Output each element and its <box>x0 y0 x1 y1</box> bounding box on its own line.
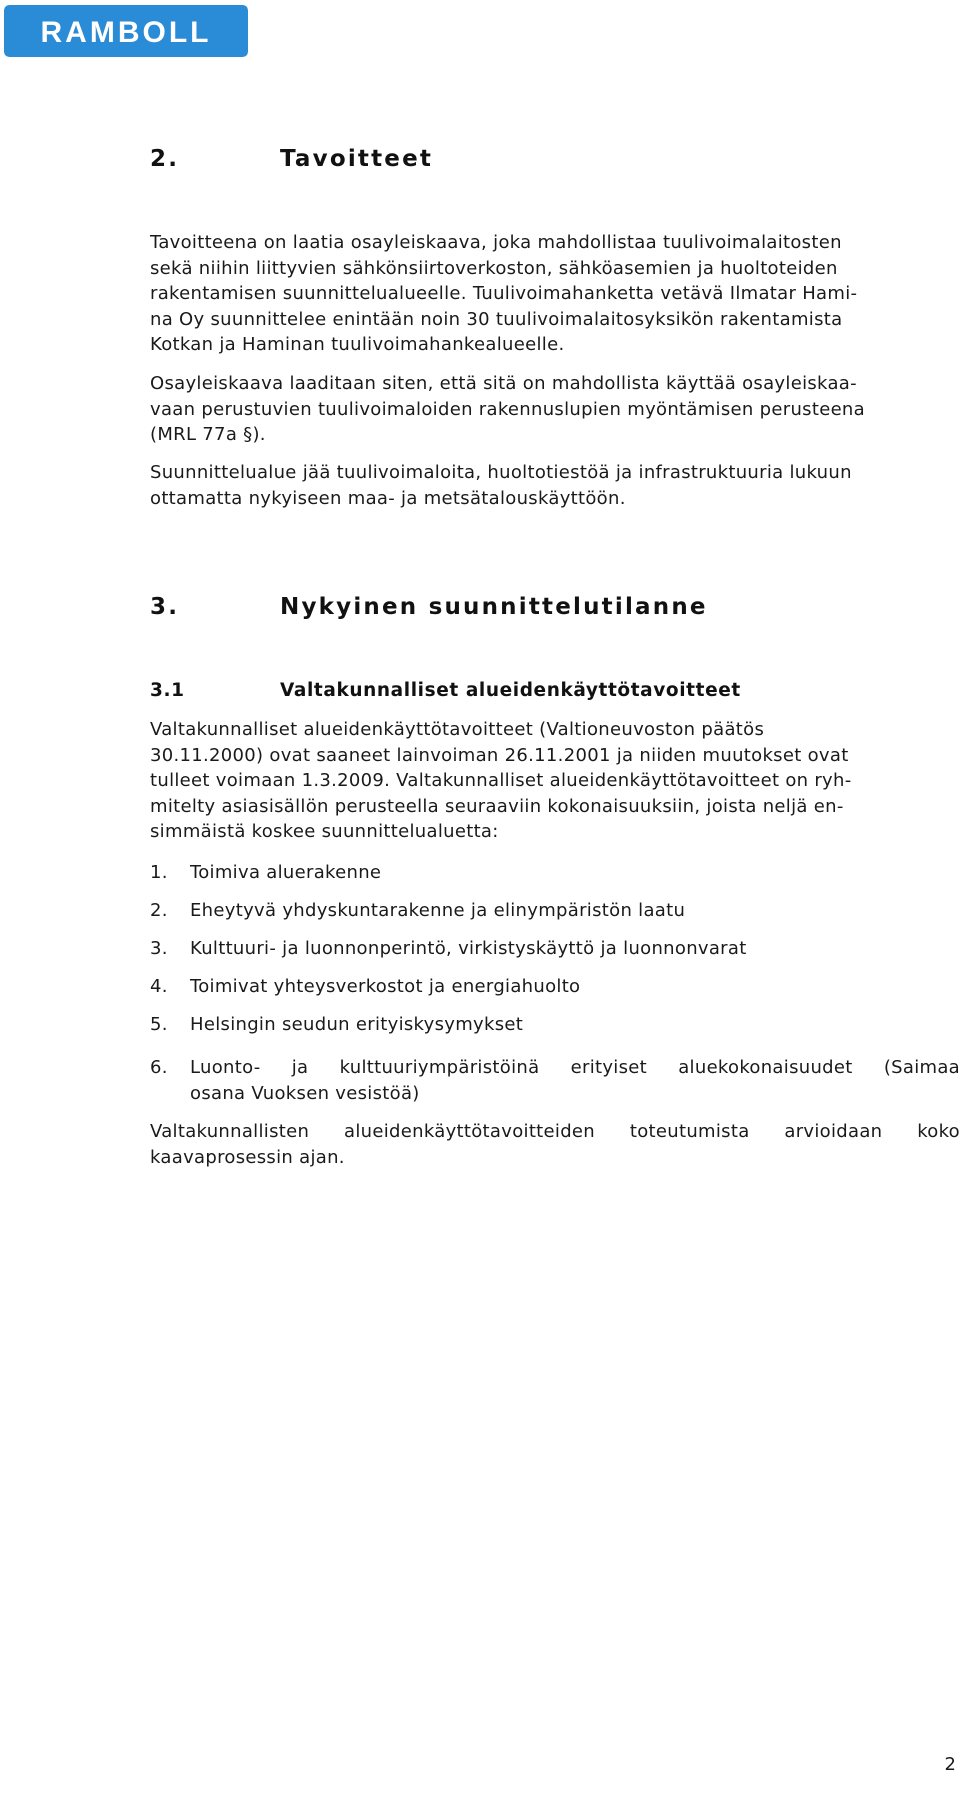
list-number: 4. <box>150 976 168 997</box>
list-text: Luonto- ja kulttuuriympäristöinä erityiset aluekokonaisuudet (Saimaa <box>190 1057 960 1078</box>
section-3-heading <box>150 594 708 620</box>
text-line: Valtakunnalliset alueidenkäyttötavoitteet (Valtioneuvoston päätös <box>150 719 765 740</box>
paragraph <box>150 717 960 845</box>
text-line: simmäistä koskee suunnittelualuetta: <box>150 821 499 843</box>
paragraph <box>150 371 960 448</box>
section-2-heading <box>150 146 433 172</box>
text-line: sekä niihin liittyvien sähkönsiirtoverkoston, sähköasemien ja huoltoteiden <box>150 257 838 279</box>
section-number: 2. <box>150 146 180 172</box>
page-number: 2 <box>944 1754 956 1775</box>
paragraph <box>150 230 960 358</box>
subsection-title: Valtakunnalliset alueidenkäyttötavoitteet <box>280 680 741 701</box>
list-text: Kulttuuri- ja luonnonperintö, virkistyskäyttö ja luonnonvarat <box>190 938 747 959</box>
text-line: vaan perustuvien tuulivoimaloiden rakennuslupien myöntämisen perusteena <box>150 398 865 420</box>
list-text: osana Vuoksen vesistöä) <box>190 1082 420 1104</box>
list-number: 3. <box>150 938 168 959</box>
list-text: Toimiva aluerakenne <box>190 862 382 883</box>
text-line: Kotkan ja Haminan tuulivoimahankealueelle. <box>150 334 565 356</box>
list-number: 2. <box>150 900 168 921</box>
text-line: Tavoitteena on laatia osayleiskaava, joka mahdollistaa tuulivoimalaitosten <box>150 232 842 253</box>
subsection-number: 3.1 <box>150 680 185 701</box>
text-line: Valtakunnallisten alueidenkäyttötavoitteiden toteutumista arvioidaan koko <box>150 1121 960 1142</box>
text-line: 30.11.2000) ovat saaneet lainvoiman 26.11.2001 ja niiden muutokset ovat <box>150 744 849 766</box>
paragraph <box>150 1119 960 1170</box>
text-line: Osayleiskaava laaditaan siten, että sitä on mahdollista käyttää osayleiskaa- <box>150 373 857 394</box>
section-title: Tavoitteet <box>280 146 434 172</box>
subsection-heading <box>150 680 741 701</box>
text-line: ottamatta nykyiseen maa- ja metsätalouskäyttöön. <box>150 487 626 509</box>
text-line: tulleet voimaan 1.3.2009. Valtakunnalliset alueidenkäyttötavoitteet on ryh- <box>150 770 852 792</box>
ramboll-logo <box>4 5 248 57</box>
list-number: 6. <box>150 1057 168 1078</box>
text-line: Suunnittelualue jää tuulivoimaloita, huoltotiestöä ja infrastruktuuria lukuun <box>150 462 852 483</box>
paragraph <box>150 460 960 511</box>
list-number: 1. <box>150 862 168 883</box>
list-text: Toimivat yhteysverkostot ja energiahuolto <box>190 976 581 997</box>
text-line: rakentamisen suunnittelualueelle. Tuulivoimahanketta vetävä Ilmatar Hami- <box>150 283 858 305</box>
list-text: Eheytyvä yhdyskuntarakenne ja elinympäristön laatu <box>190 900 686 921</box>
section-number: 3. <box>150 594 180 620</box>
text-line: kaavaprosessin ajan. <box>150 1146 345 1168</box>
section-title: Nykyinen suunnittelutilanne <box>280 594 708 620</box>
text-line: (MRL 77a §). <box>150 424 266 446</box>
text-line: mitelty asiasisällön perusteella seuraaviin kokonaisuuksiin, joista neljä en- <box>150 795 844 817</box>
text-line: na Oy suunnittelee enintään noin 30 tuulivoimalaitosyksikön rakentamista <box>150 308 843 330</box>
logo-text: RAMBOLL <box>40 16 212 49</box>
list-number: 5. <box>150 1014 168 1035</box>
list-text: Helsingin seudun erityiskysymykset <box>190 1014 524 1035</box>
